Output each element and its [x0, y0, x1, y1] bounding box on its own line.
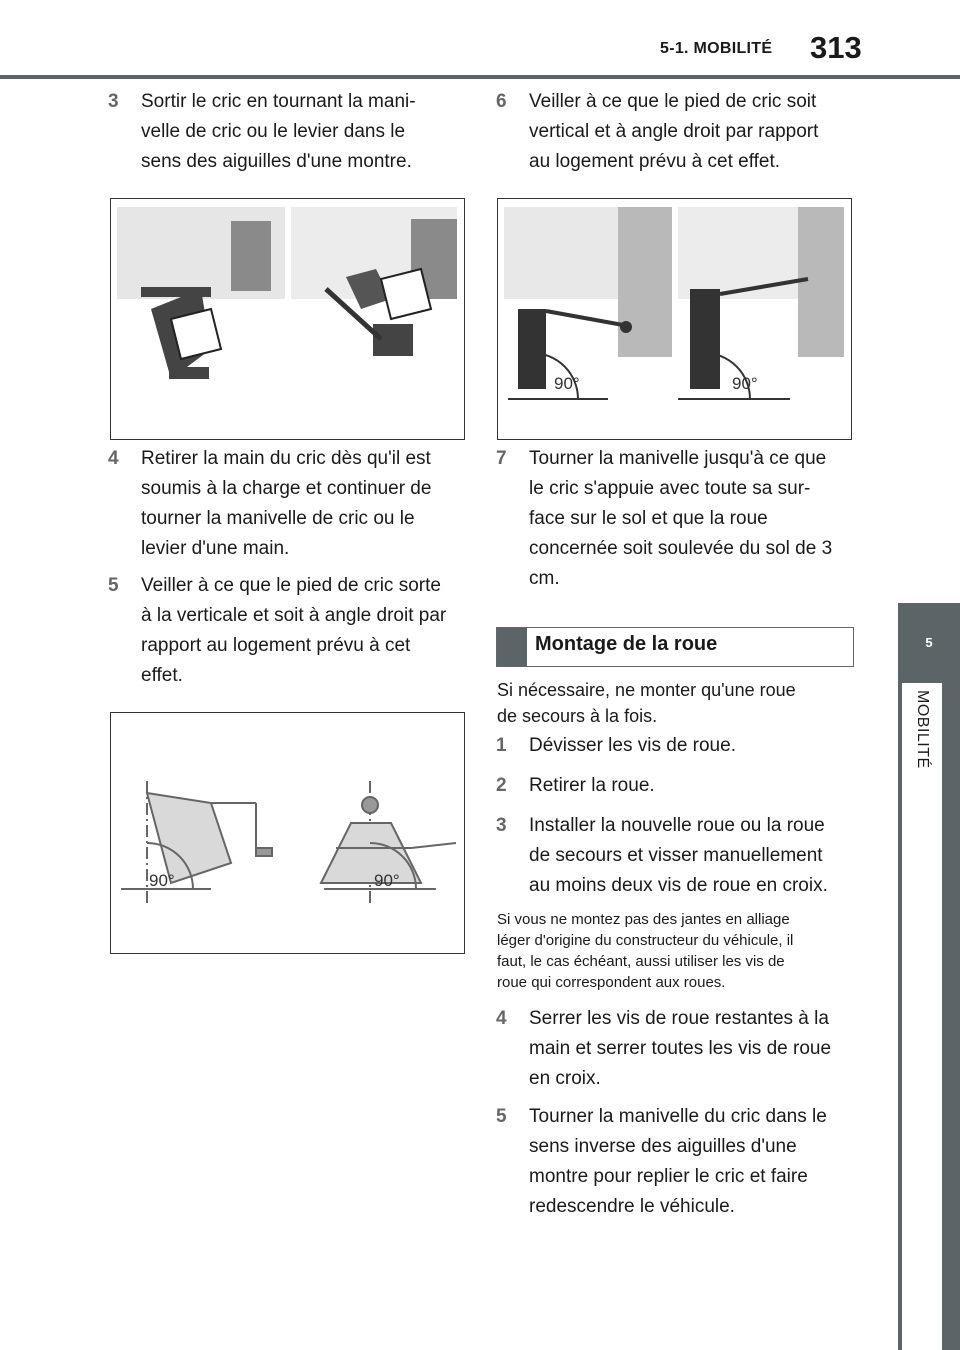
step-5 [108, 571, 468, 691]
step-4 [108, 444, 468, 564]
step-line: vertical et à angle droit par rapport [529, 121, 819, 142]
page-number: 313 [810, 30, 862, 65]
angle-label: 90° [149, 871, 175, 890]
section-heading-bar [497, 628, 527, 666]
step-line: main et serrer toutes les vis de roue [529, 1038, 832, 1059]
jack-angle-diagram [110, 712, 465, 954]
paragraph-line: Si nécessaire, ne monter qu'une roue [497, 680, 796, 700]
mount-step-2 [496, 771, 856, 801]
step-line: de secours et visser manuellement [529, 845, 823, 866]
step-line: au moins deux vis de roue en croix. [529, 875, 828, 896]
step-line: Veiller à ce que le pied de cric sorte [141, 575, 441, 596]
step-line: Retirer la roue. [529, 775, 655, 796]
step-line: effet. [141, 665, 183, 686]
step-line: soumis à la charge et continuer de [141, 478, 432, 499]
step-7 [496, 444, 856, 594]
section-title: Montage de la roue [535, 633, 718, 655]
step-3 [108, 87, 468, 177]
step-line: au logement prévu à cet effet. [529, 151, 781, 172]
step-line: Retirer la main du cric dès qu'il est [141, 448, 431, 469]
step-line: montre pour replier le cric et faire [529, 1166, 808, 1187]
step-number: 5 [496, 1106, 507, 1127]
step-line: Sortir le cric en tournant la mani- [141, 91, 416, 112]
jack-photo-figure [110, 198, 465, 440]
running-header-section: 5-1. MOBILITÉ [660, 40, 773, 57]
step-number: 2 [496, 775, 507, 796]
step-line: en croix. [529, 1068, 601, 1089]
step-number: 4 [496, 1008, 507, 1029]
step-line: sens inverse des aiguilles d'une [529, 1136, 797, 1157]
paragraph-line: de secours à la fois. [497, 706, 658, 726]
step-line: sens des aiguilles d'une montre. [141, 151, 412, 172]
step-line: Tourner la manivelle jusqu'à ce que [529, 448, 827, 469]
intro-paragraph [497, 677, 857, 729]
step-number: 6 [496, 91, 507, 112]
step-line: concernée soit soulevée du sol de 3 [529, 538, 833, 559]
angle-label: 90° [554, 374, 580, 393]
step-line: Tourner la manivelle du cric dans le [529, 1106, 827, 1127]
step-number: 5 [108, 575, 119, 596]
chapter-tab-label: MOBILITÉ [914, 690, 931, 769]
step-line: Dévisser les vis de roue. [529, 735, 736, 756]
step-number: 1 [496, 735, 507, 756]
mount-step-5 [496, 1102, 856, 1222]
step-line: levier d'une main. [141, 538, 290, 559]
chapter-tab-number: 5 [898, 603, 960, 683]
step-line: cm. [529, 568, 560, 589]
note-line: Si vous ne montez pas des jantes en alliage [497, 911, 790, 928]
step-line: Veiller à ce que le pied de cric soit [529, 91, 817, 112]
step-number: 3 [108, 91, 119, 112]
step-line: Installer la nouvelle roue ou la roue [529, 815, 825, 836]
note-line: roue qui correspondent aux roues. [497, 974, 726, 991]
mount-step-4 [496, 1004, 856, 1094]
step-line: rapport au logement prévu à cet [141, 635, 411, 656]
jack-angle-illustration [111, 713, 464, 953]
step-line: velle de cric ou le levier dans le [141, 121, 406, 142]
angle-label: 90° [374, 871, 400, 890]
jack-vertical-figure [497, 198, 852, 440]
step-line: à la verticale et soit à angle droit par [141, 605, 447, 626]
note-line: faut, le cas échéant, aussi utiliser les vis de [497, 953, 785, 970]
angle-label: 90° [732, 374, 758, 393]
jack-photo-illustration [111, 199, 464, 439]
step-line: le cric s'appuie avec toute sa sur- [529, 478, 811, 499]
jack-vertical-illustration [498, 199, 851, 439]
step-6 [496, 87, 856, 177]
section-heading [496, 627, 854, 667]
step-number: 4 [108, 448, 119, 469]
mount-step-1 [496, 731, 856, 761]
mount-step-3 [496, 811, 856, 901]
step-line: redescendre le véhicule. [529, 1196, 735, 1217]
step-line: face sur le sol et que la roue [529, 508, 768, 529]
note-line: léger d'origine du constructeur du véhicule, il [497, 932, 794, 949]
step-number: 3 [496, 815, 507, 836]
step-line: tourner la manivelle de cric ou le [141, 508, 415, 529]
step-number: 7 [496, 448, 507, 469]
note-paragraph [497, 909, 857, 993]
step-line: Serrer les vis de roue restantes à la [529, 1008, 829, 1029]
header-rule [0, 75, 960, 79]
